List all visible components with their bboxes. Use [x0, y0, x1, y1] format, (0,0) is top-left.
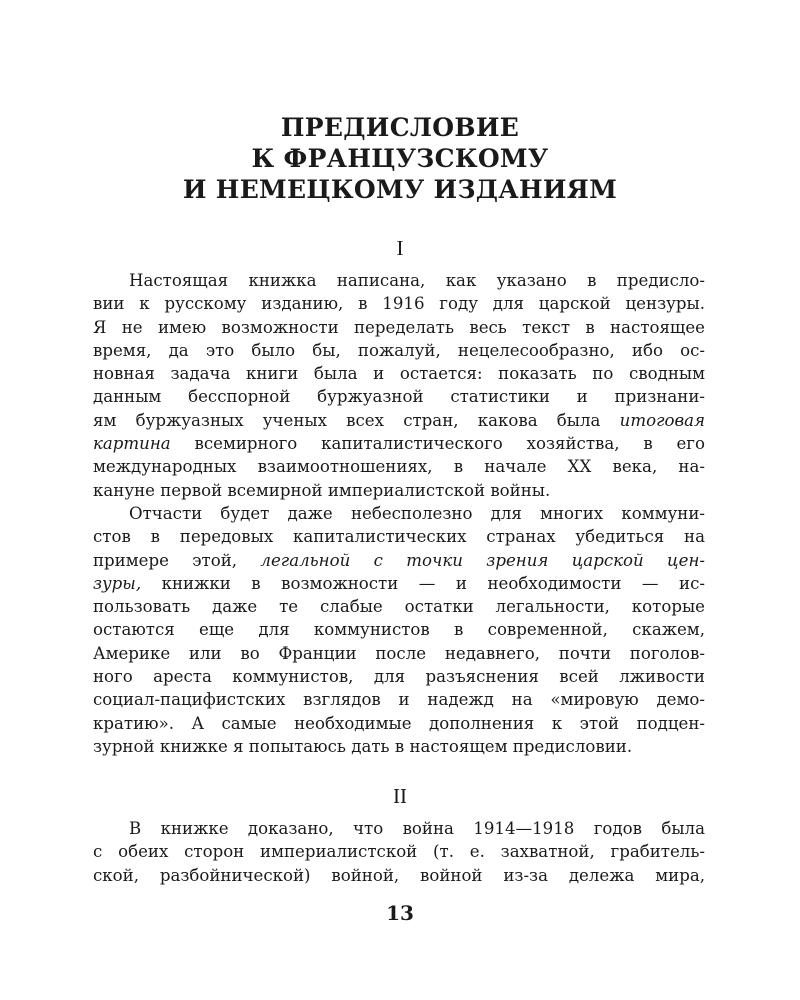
text-line: Америке или во Франции после недавнего, почти поголов-: [93, 643, 705, 663]
title-line: И НЕМЕЦКОМУ ИЗДАНИЯМ: [182, 175, 618, 204]
text-line: Настоящая книжка написана, как указано в предисло-: [129, 271, 705, 290]
text-segment: всемирного капиталистического хозяйства, в его: [194, 434, 705, 454]
text-line: [93, 549, 705, 572]
text-segment: примере этой,: [93, 550, 238, 570]
text-line: стов в передовых капиталистических странах убедиться на: [93, 527, 705, 547]
paragraph: [93, 269, 705, 502]
text-line: остаются еще для коммунистов в современной, скажем,: [93, 620, 705, 640]
text-line: новная задача книги была и остается: показать по сводным: [93, 364, 705, 384]
text-line: ного ареста коммунистов, для разъяснения всей лживости: [93, 667, 705, 687]
text-line: вии к русскому изданию, в 1916 году для царской цензуры.: [93, 294, 705, 314]
text-line: с обеих сторон империалистской (т. е. захватной, грабитель-: [93, 842, 705, 862]
title-line: К ФРАНЦУЗСКОМУ: [251, 144, 549, 173]
text-line: [93, 432, 705, 455]
text-line: В книжке доказано, что война 1914—1918 годов была: [129, 819, 705, 838]
text-line: Я не имею возможности переделать весь текст в настоящее: [93, 317, 705, 337]
text-line: кануне первой всемирной империалистской войны.: [93, 480, 551, 500]
title-line: ПРЕДИСЛОВИЕ: [280, 113, 520, 142]
text-line: социал-пацифистских взглядов и надежд на «мировую демо-: [93, 690, 705, 710]
italic-text: легальной с точки зрения царской цен-: [260, 550, 705, 570]
italic-text: итоговая: [619, 410, 705, 430]
text-line: ской, разбойнической) войной, войной из-за дележа мира,: [93, 865, 705, 885]
text-line: пользовать даже те слабые остатки легальности, которые: [93, 597, 705, 617]
text-line: кратию». А самые необходимые дополнения к этой подцен-: [93, 713, 705, 733]
text-line: [93, 409, 705, 432]
text-line: Отчасти будет даже небесполезно для многих коммуни-: [129, 504, 705, 523]
chapter-title: [0, 112, 800, 205]
text-line: международных взаимоотношениях, в начале XX века, на-: [93, 457, 705, 477]
text-line: зурной книжке я попытаюсь дать в настоящем предисловии.: [93, 736, 633, 756]
section-number: II: [393, 784, 407, 808]
text-line: [93, 572, 705, 595]
text-line: данным бесспорной буржуазной статистики и признани-: [93, 387, 705, 407]
paragraph: [93, 817, 705, 887]
section-number: I: [396, 236, 404, 260]
text-line: время, да это было бы, пожалуй, нецелесообразно, ибо ос-: [93, 340, 705, 360]
italic-text: картина: [93, 434, 171, 454]
text-segment: ям буржуазных ученых всех стран, какова была: [93, 410, 601, 430]
page-number: 13: [386, 901, 414, 925]
italic-text: зуры,: [93, 573, 142, 593]
paragraph: [93, 502, 705, 758]
text-segment: книжки в возможности — и необходимости — ис-: [161, 573, 705, 593]
